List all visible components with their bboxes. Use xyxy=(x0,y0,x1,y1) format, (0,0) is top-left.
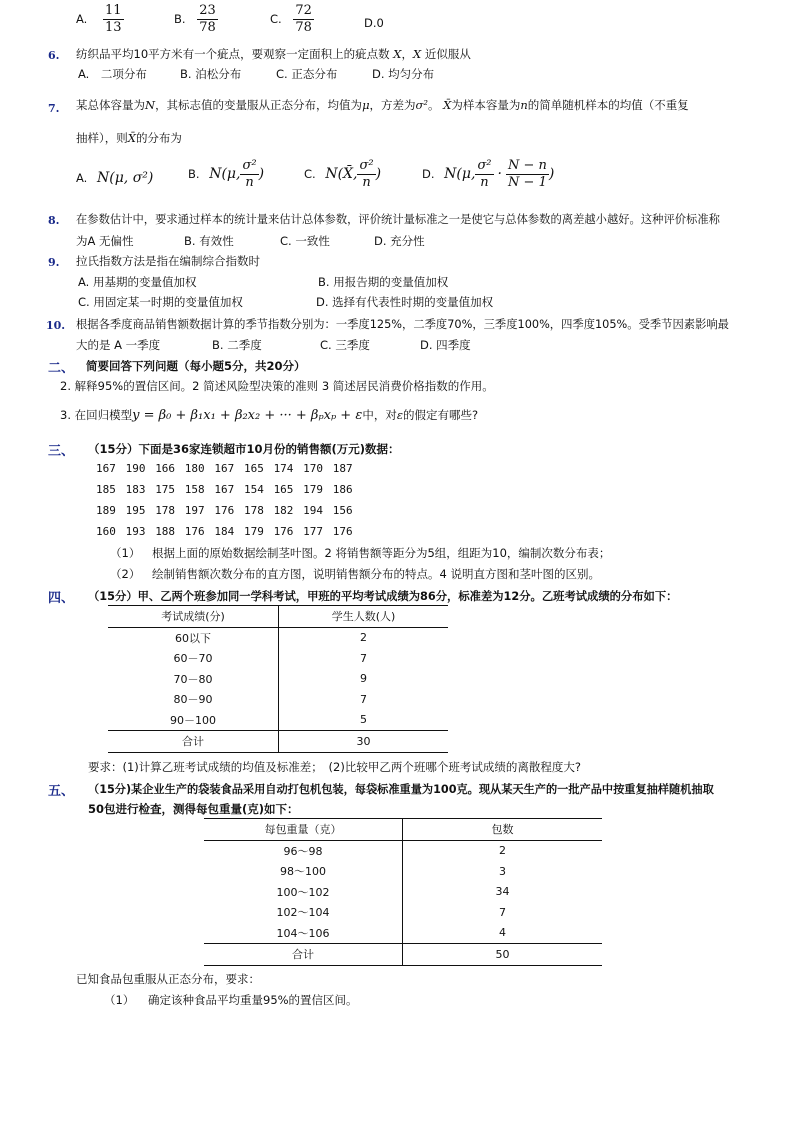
class-b-score-table xyxy=(108,605,448,753)
q10-option-b: B. 二季度 xyxy=(212,338,262,352)
data-cell: 175 xyxy=(155,483,176,496)
table-cell: 100～102 xyxy=(204,882,403,903)
dataset-row-2 xyxy=(96,483,362,504)
section-5-label: 五、 xyxy=(48,784,75,799)
q5-option-a-fraction xyxy=(103,3,124,36)
table-cell: 5 xyxy=(360,713,367,727)
q7-option-d-denominator-2: N − 1 xyxy=(508,175,547,190)
q5-option-b-label: B. xyxy=(174,12,186,26)
data-cell: 182 xyxy=(273,504,294,517)
q7-option-c xyxy=(304,158,381,191)
q10-option-c: C. 三季度 xyxy=(320,338,370,352)
table-cell: 合计 xyxy=(108,731,279,753)
q5-option-c-fraction xyxy=(293,3,314,36)
data-cell: 167 xyxy=(96,462,116,475)
q5-option-b-denominator: 78 xyxy=(199,20,216,35)
q7-text-5: 为样本容量为 xyxy=(451,98,521,112)
dataset-row-1 xyxy=(96,462,362,483)
package-weight-table xyxy=(204,818,602,966)
data-cell: 165 xyxy=(243,462,264,475)
data-cell: 156 xyxy=(332,504,353,517)
table-row xyxy=(108,710,448,731)
q7-option-c-close: ) xyxy=(375,166,382,182)
table-row xyxy=(204,902,602,923)
section-2-title: 简要回答下列问题（每小题5分，共20分） xyxy=(86,359,306,373)
data-cell: 187 xyxy=(332,462,353,475)
q5-option-a-denominator: 13 xyxy=(104,20,122,35)
q7-var-xbar-2: X̄ xyxy=(127,131,136,145)
q7-number: 7. xyxy=(48,102,60,115)
q6-number: 6. xyxy=(48,49,60,62)
q7-option-c-label: C. xyxy=(304,167,316,181)
section-5-title-line2: 50包进行检查，测得每包重量(克)如下： xyxy=(88,802,299,816)
table-row xyxy=(204,861,602,882)
q6-option-b: B. 泊松分布 xyxy=(180,67,242,81)
data-cell: 190 xyxy=(125,462,146,475)
table-cell: 96～98 xyxy=(204,840,403,861)
q7-option-d-fraction-2 xyxy=(506,158,549,191)
table-cell: 4 xyxy=(499,926,506,940)
q9-option-c: C. 用固定某一时期的变量值加权 xyxy=(78,295,243,309)
q7-var-n-cap: N xyxy=(145,98,156,112)
q9-option-a: A. 用基期的变量值加权 xyxy=(78,275,197,289)
data-cell: 170 xyxy=(303,462,324,475)
data-cell: 166 xyxy=(155,462,176,475)
table-header-cell: 考试成绩(分) xyxy=(108,606,279,628)
q6-text-end: 近似服从 xyxy=(424,47,471,61)
data-cell: 165 xyxy=(273,483,294,496)
table-cell: 3 xyxy=(499,864,506,878)
q7-var-mu: μ xyxy=(362,98,370,112)
table-total-row xyxy=(204,944,602,966)
q10-option-d: D. 四季度 xyxy=(420,338,471,352)
table-cell: 98～100 xyxy=(204,861,403,882)
regression-formula: y = β₀ + β₁x₁ + β₂x₂ + ··· + βₚxₚ + ε xyxy=(132,408,363,423)
q7-option-b-denominator: n xyxy=(245,175,254,190)
q7-option-c-denominator: n xyxy=(362,175,371,190)
q6-option-a: A. 二项分布 xyxy=(78,67,147,81)
q6-var-x: X xyxy=(393,47,402,61)
q7-option-c-fraction xyxy=(357,158,375,191)
table-cell: 2 xyxy=(499,844,506,858)
q7-option-d-formula: N(μ, xyxy=(444,166,476,182)
table-cell: 2 xyxy=(360,631,367,645)
q6-separator: ， xyxy=(401,47,413,61)
section-2-label: 二、 xyxy=(48,361,75,376)
data-cell: 176 xyxy=(214,504,235,517)
q5-option-d: D.0 xyxy=(364,16,384,30)
q7-option-b-fraction xyxy=(240,158,258,191)
q9-option-d: D. 选择有代表性时期的变量值加权 xyxy=(316,295,494,309)
q9-number: 9. xyxy=(48,256,60,269)
q6-option-c: C. 正态分布 xyxy=(276,67,338,81)
table-cell: 7 xyxy=(499,905,506,919)
q7-option-c-numerator: σ² xyxy=(359,158,374,173)
data-cell: 195 xyxy=(125,504,146,517)
section-3-title: （15分）下面是36家连锁超市10月份的销售额(万元)数据： xyxy=(88,442,400,456)
data-cell: 178 xyxy=(243,504,264,517)
table-row xyxy=(204,840,602,861)
q7-option-a xyxy=(76,170,153,186)
q5-option-b-fraction xyxy=(197,3,218,36)
table-row xyxy=(108,689,448,710)
q7-text-8: 的分布为 xyxy=(135,131,182,145)
table-cell: 7 xyxy=(360,651,367,665)
section-3-label: 三、 xyxy=(48,444,75,459)
table-row xyxy=(108,648,448,669)
q10-number: 10. xyxy=(46,319,66,332)
q8-option-a: 为A 无偏性 xyxy=(76,234,134,248)
q7-text-4: 。 xyxy=(428,98,440,112)
q5-option-a xyxy=(76,3,124,36)
q5-option-c-label: C. xyxy=(270,12,282,26)
table-header-cell: 学生人数(人) xyxy=(279,606,449,628)
q6-var-x-2: X xyxy=(412,47,422,61)
q5-option-c xyxy=(270,3,314,36)
section-5-sub-1-number: （1） xyxy=(104,993,135,1007)
data-cell: 154 xyxy=(243,483,264,496)
data-cell: 194 xyxy=(303,504,324,517)
q5-option-b-numerator: 23 xyxy=(199,3,216,18)
q5-option-a-label: A. xyxy=(76,12,88,26)
section-2-item-3-text: 3. 在回归模型 xyxy=(60,408,133,422)
data-cell: 189 xyxy=(96,504,116,517)
q7-text: 某总体容量为 xyxy=(76,98,145,112)
data-cell: 167 xyxy=(214,483,235,496)
table-row xyxy=(204,882,602,903)
data-cell: 176 xyxy=(332,525,353,538)
q10-option-a: 大的是 A 一季度 xyxy=(76,338,161,352)
q7-option-c-formula: N(X̄, xyxy=(325,166,358,182)
section-5-sub-1: 确定该种食品平均重量95%的置信区间。 xyxy=(148,993,358,1007)
q8-option-b: B. 有效性 xyxy=(184,234,234,248)
table-cell: 104～106 xyxy=(204,923,403,944)
table-row xyxy=(108,669,448,690)
epsilon-symbol: ε xyxy=(396,408,403,422)
data-cell: 185 xyxy=(96,483,116,496)
q7-option-b-label: B. xyxy=(188,167,200,181)
section-3-sub-1: 根据上面的原始数据绘制茎叶图。2 将销售额等距分为5组，组距为10，编制次数分布表； xyxy=(152,546,611,560)
q7-option-b-close: ) xyxy=(258,166,265,182)
section-4-requirement: 要求：(1)计算乙班考试成绩的均值及标准差； (2)比较甲乙两个班哪个班考试成绩的离散程度大? xyxy=(88,760,581,774)
q9-stem: 拉氏指数方法是指在编制综合指数时 xyxy=(76,254,260,268)
table-cell: 90－100 xyxy=(108,710,279,731)
table-cell: 50 xyxy=(403,944,603,966)
q7-option-d xyxy=(422,158,554,191)
q8-number: 8. xyxy=(48,214,60,227)
section-5-title-line1: （15分)某企业生产的袋装食品采用自动打包机包装，每袋标准重量为100克。现从某天生产的一批产品中按重复抽样随机抽取 xyxy=(88,783,714,796)
q7-text-6: 的简单随机样本的均值（不重复 xyxy=(527,98,689,112)
data-cell: 197 xyxy=(184,504,205,517)
q7-option-d-numerator-1: σ² xyxy=(477,158,492,173)
q7-var-n: n xyxy=(520,98,528,112)
q7-option-b-numerator: σ² xyxy=(242,158,257,173)
section-2-item-2: 2. 解释95%的置信区间。2 简述风险型决策的准则 3 简述居民消费价格指数的作用。 xyxy=(60,379,494,393)
q5-option-b xyxy=(174,3,218,36)
q7-stem-line1 xyxy=(76,97,689,113)
data-cell: 184 xyxy=(214,525,235,538)
section-3-sub-2-number: （2） xyxy=(110,567,141,581)
q10-stem-line1: 根据各季度商品销售额数据计算的季节指数分别为：一季度125%，二季度70%，三季度100%，四季度105%。受季节因素影响最 xyxy=(76,318,729,331)
data-cell: 176 xyxy=(184,525,205,538)
section-2-item-3 xyxy=(60,407,478,423)
data-cell: 167 xyxy=(214,462,235,475)
dataset-row-3 xyxy=(96,504,362,525)
table-cell: 9 xyxy=(360,672,367,686)
data-cell: 186 xyxy=(332,483,353,496)
table-row xyxy=(108,627,448,648)
table-header-row xyxy=(204,819,602,841)
q5-option-c-numerator: 72 xyxy=(295,3,312,18)
q7-text-2: ，其标志值的变量服从正态分布，均值为 xyxy=(155,98,363,112)
q7-option-b xyxy=(188,158,264,191)
section-2-item-3-text-3: 的假定有哪些? xyxy=(403,408,479,422)
table-cell: 70－80 xyxy=(108,669,279,690)
data-cell: 188 xyxy=(155,525,176,538)
table-cell: 合计 xyxy=(204,944,403,966)
q7-option-d-label: D. xyxy=(422,167,435,181)
data-cell: 160 xyxy=(96,525,116,538)
sales-dataset xyxy=(96,462,362,546)
section-4-label: 四、 xyxy=(48,591,75,606)
section-5-note: 已知食品包重服从正态分布，要求： xyxy=(76,972,260,986)
q6-text: 纺织品平均10平方米有一个疵点，要观察一定面积上的疵点数 xyxy=(76,47,390,61)
table-header-cell: 每包重量（克） xyxy=(204,819,403,841)
data-cell: 158 xyxy=(184,483,205,496)
table-cell: 102～104 xyxy=(204,902,403,923)
q5-option-c-denominator: 78 xyxy=(295,20,312,35)
q7-option-d-numerator-2: N − n xyxy=(507,158,547,173)
q7-option-d-fraction-1 xyxy=(475,158,493,191)
q6-stem xyxy=(76,46,471,62)
q7-option-d-close: ) xyxy=(548,166,555,182)
q8-option-d: D. 充分性 xyxy=(374,234,425,248)
data-cell: 177 xyxy=(303,525,324,538)
table-header-cell: 包数 xyxy=(403,819,603,841)
q5-option-a-numerator: 11 xyxy=(104,3,122,18)
q7-text-7: 抽样），则 xyxy=(76,131,128,145)
data-cell: 193 xyxy=(125,525,146,538)
table-total-row xyxy=(108,731,448,753)
q7-stem-line2 xyxy=(76,130,182,146)
table-header-row xyxy=(108,606,448,628)
data-cell: 179 xyxy=(243,525,264,538)
q6-option-d: D. 均匀分布 xyxy=(372,67,435,81)
section-4-title: （15分）甲、乙两个班参加同一学科考试，甲班的平均考试成绩为86分，标准差为12分。乙班考试成绩的分布如下： xyxy=(88,590,678,603)
q9-option-b: B. 用报告期的变量值加权 xyxy=(318,275,449,289)
q7-text-3: ，方差为 xyxy=(369,98,416,112)
q8-option-c: C. 一致性 xyxy=(280,234,330,248)
data-cell: 180 xyxy=(184,462,205,475)
table-row xyxy=(204,923,602,944)
q7-option-d-dot: · xyxy=(497,166,502,182)
data-cell: 178 xyxy=(155,504,176,517)
data-cell: 176 xyxy=(273,525,294,538)
table-cell: 60以下 xyxy=(108,627,279,648)
table-cell: 60－70 xyxy=(108,648,279,669)
section-3-sub-2: 绘制销售额次数分布的直方图，说明销售额分布的特点。4 说明直方图和茎叶图的区别。 xyxy=(152,567,600,581)
table-cell: 7 xyxy=(360,692,367,706)
q8-stem-line1: 在参数估计中，要求通过样本的统计量来估计总体参数，评价统计量标准之一是使它与总体参数的离差越小越好。这种评价标准称 xyxy=(76,213,720,226)
dataset-row-4 xyxy=(96,525,362,546)
q7-option-b-formula: N(μ, xyxy=(209,166,241,182)
table-cell: 34 xyxy=(495,885,510,899)
data-cell: 183 xyxy=(125,483,146,496)
data-cell: 174 xyxy=(273,462,294,475)
q7-var-xbar: X̄ xyxy=(443,98,452,112)
section-3-sub-1-number: （1） xyxy=(110,546,141,560)
q7-option-a-label: A. xyxy=(76,171,88,185)
data-cell: 179 xyxy=(303,483,324,496)
section-2-item-3-text-2: 中，对 xyxy=(362,408,397,422)
q7-var-sigma2: σ² xyxy=(415,98,429,112)
table-cell: 80－90 xyxy=(108,689,279,710)
q7-option-a-formula: N(μ, σ²) xyxy=(96,170,154,186)
table-cell: 30 xyxy=(279,731,449,753)
q7-option-d-denominator-1: n xyxy=(480,175,489,190)
